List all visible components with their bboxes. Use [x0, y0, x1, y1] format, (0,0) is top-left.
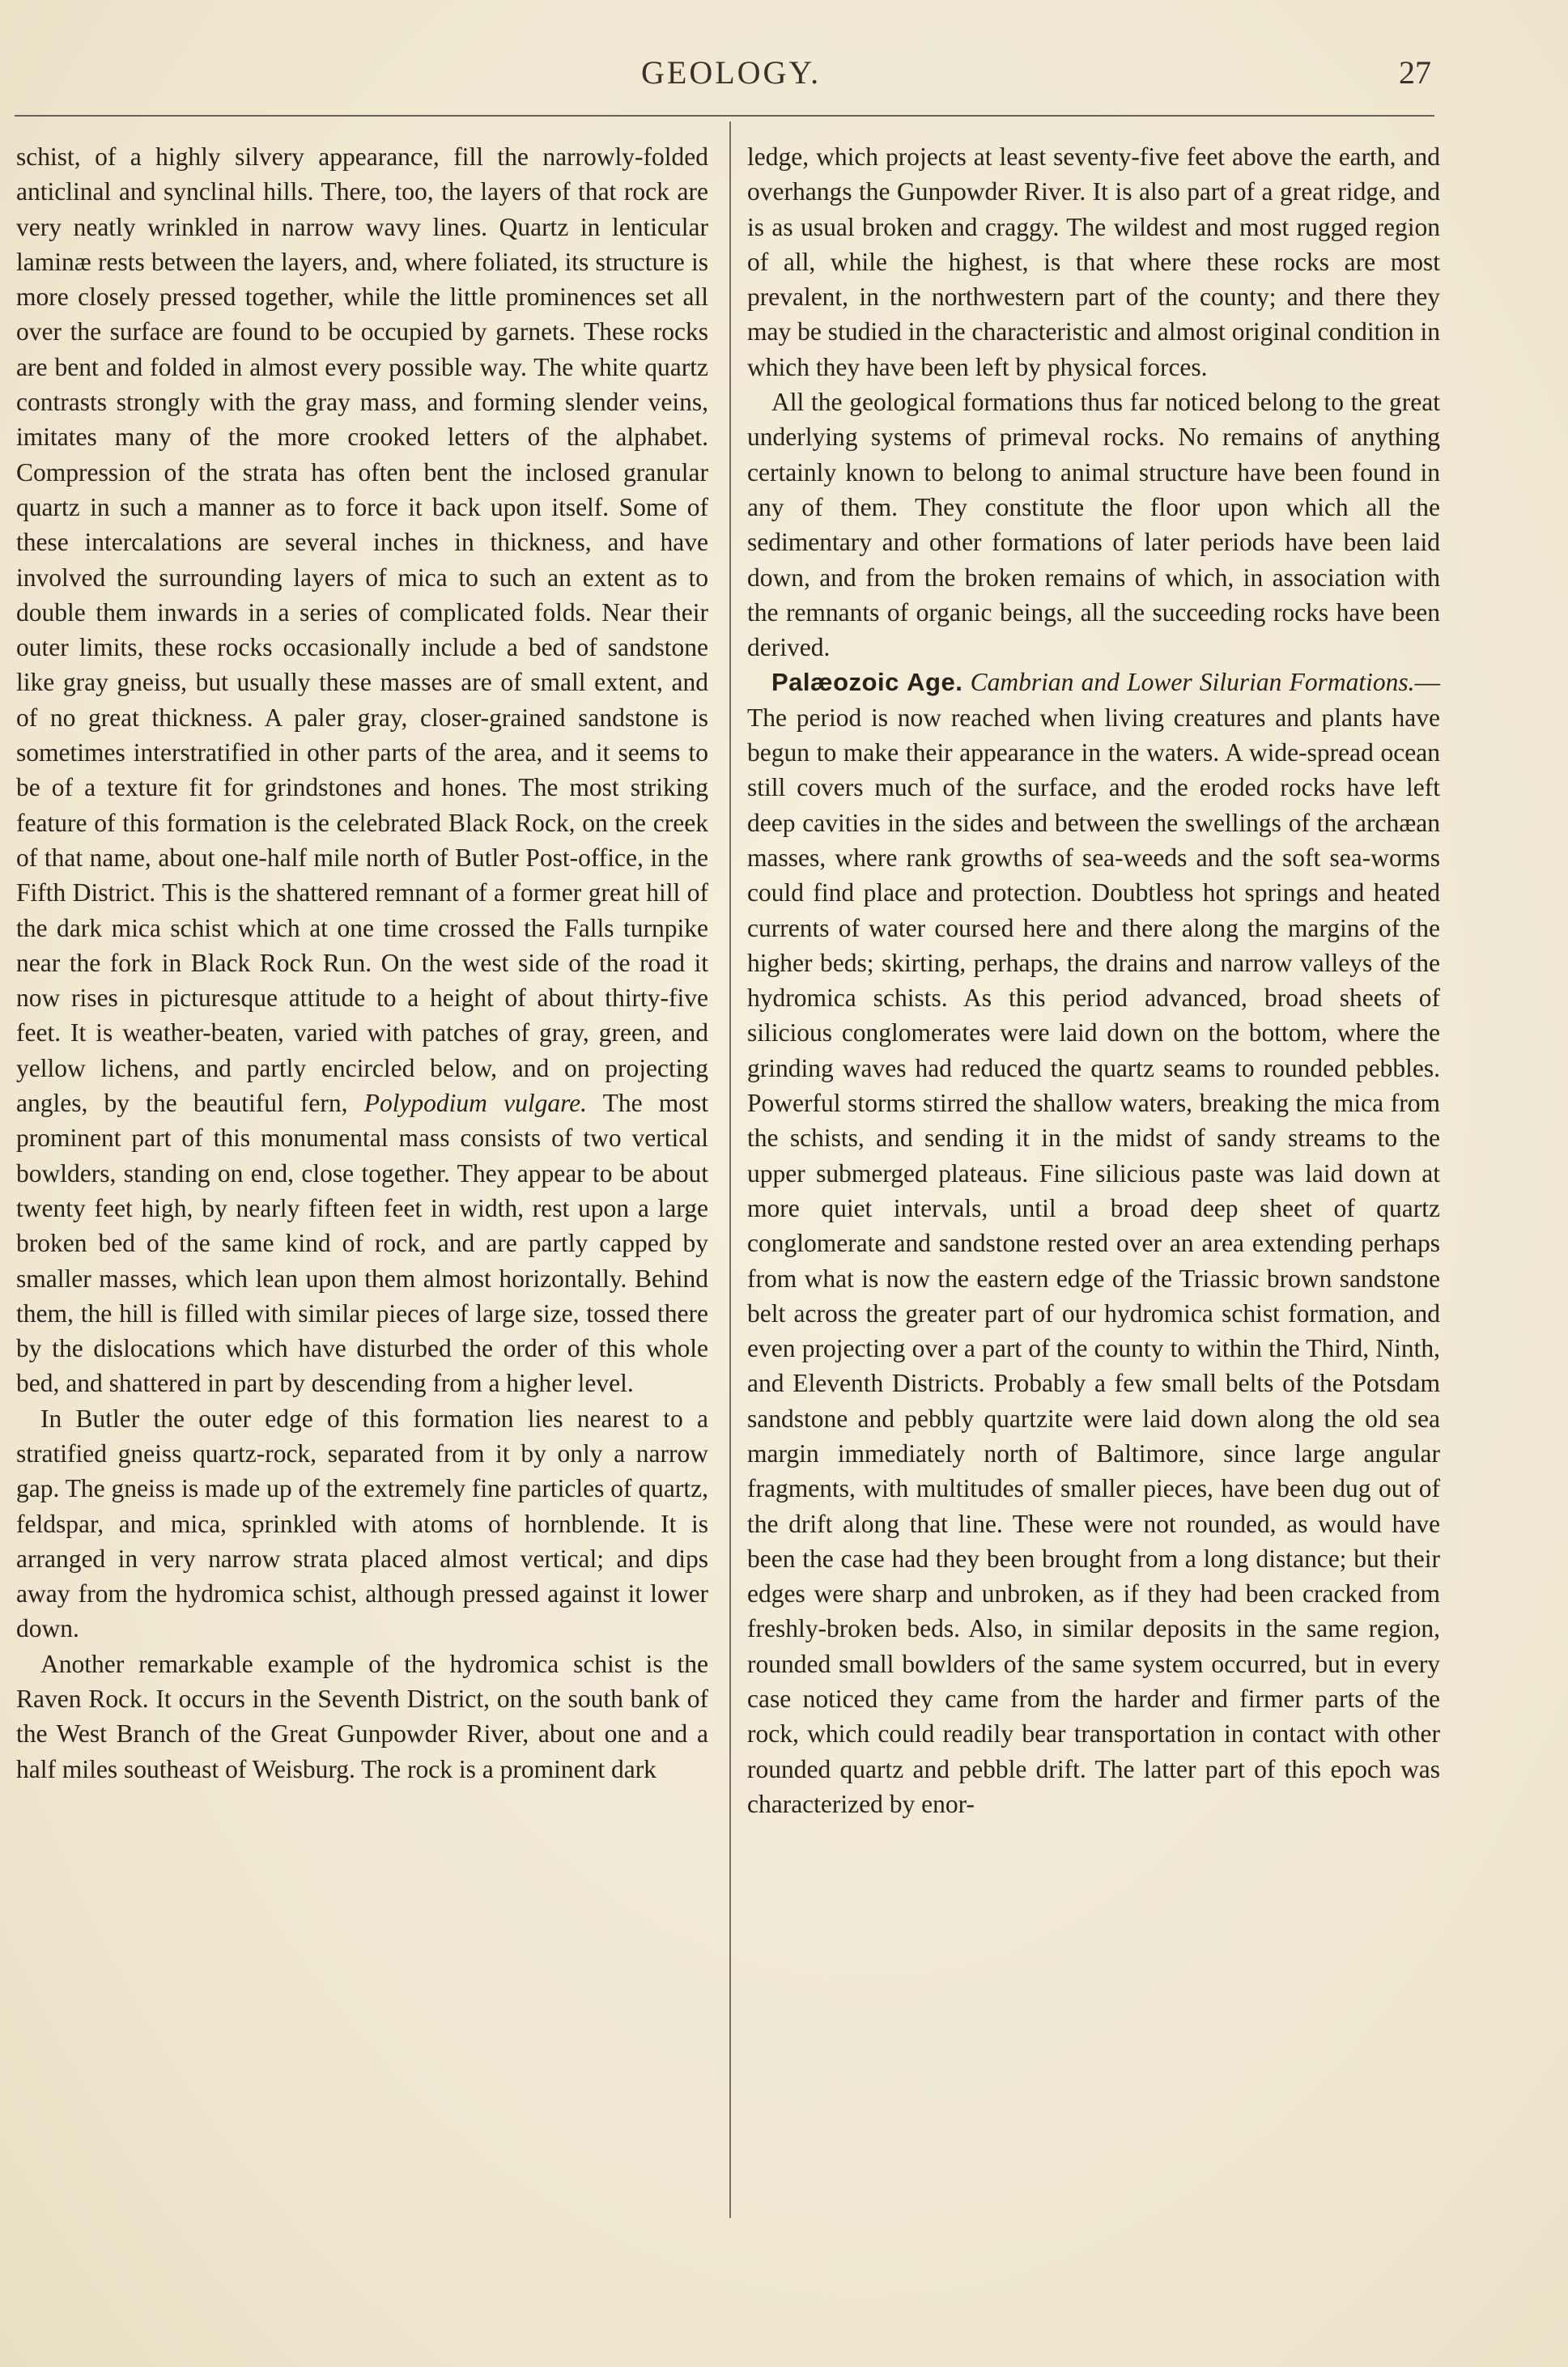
section-heading: Palæozoic Age. — [771, 668, 963, 697]
right-paragraph-1: ledge, which projects at least seventy-five feet above the earth, and overhangs the Gunpowder River. It is also part of a great ridge, and is as usual broken and craggy. The wildest and most rugged region of all, while the highest, is that where these rocks are most prevalent, in the northwestern part of the county; and there they may be studied in the characteristic and almost original condition in which they have been left by physical forces. — [747, 142, 1440, 381]
left-column — [16, 139, 708, 1787]
header-rule — [15, 115, 1434, 117]
running-head — [0, 53, 1568, 102]
right-paragraph-3: Palæozoic Age. Cambrian and Lower Silurian Formations.—The period is now reached when living creatures and plants have begun to make their appearance in the waters. A wide-spread ocean still covers much of the surface, and the eroded rocks have left deep cavities in the sides and between the swellings of the archæan masses, where rank growths of sea-weeds and the soft sea-worms could find place and protection. Doubtless hot springs and heated currents of water coursed here and there along the margins of the higher beds; skirting, perhaps, the drains and narrow valleys of the hydromica schists. As this period advanced, broad sheets of silicious conglomerates were laid down on the bottom, where the grinding waves had reduced the quartz seams to rounded pebbles. Powerful storms stirred the shallow waters, breaking the mica from the schists, and sending it in the midst of sandy streams to the upper submerged plateaus. Fine silicious paste was laid down at more quiet intervals, until a broad deep sheet of quartz conglomerate and sandstone rested over an area extending perhaps from what is now the eastern edge of the Triassic brown sandstone belt across the greater part of our hydromica schist formation, and even projecting over a part of the county to within the Third, Ninth, and Eleventh Districts. Probably a few small belts of the Potsdam sandstone and pebbly quartzite were laid down along the old sea margin immediately north of Baltimore, since large angular fragments, with multitudes of smaller pieces, have been dug out of the drift along that line. These were not rounded, as would have been the case had they been brought from a long distance; but their edges were sharp and unbroken, as if they had been cracked from freshly-broken beds. Also, in similar deposits in the same region, rounded small bowlders of the same system occurred, but in every case noticed they came from the harder and firmer parts of the rock, which could readily bear transportation in contact with other rounded quartz and pebble drift. The latter part of this epoch was characterized by enor- — [747, 668, 1441, 1818]
page-number: 27 — [1399, 54, 1431, 91]
right-paragraph-2: All the geological formations thus far noticed belong to the great underlying systems of primeval rocks. No remains of anything certainly known to belong to animal structure have been found in any of them. They constitute the floor upon which all the sedimentary and other formations of later periods have been laid down, and from the broken remains of which, in association with the remnants of organic beings, all the succeeding rocks have been derived. — [747, 388, 1440, 662]
column-divider — [729, 121, 731, 2218]
left-paragraph-3: Another remarkable example of the hydromica schist is the Raven Rock. It occurs in the Seventh District, on the south bank of the West Branch of the Great Gunpowder River, about one and a half miles southeast of Weisburg. The rock is a prominent dark — [16, 1649, 708, 1783]
section-subheading: Cambrian and Lower Silurian Formations. — [970, 668, 1415, 697]
left-paragraph-2: In Butler the outer edge of this formation lies nearest to a stratified gneiss quartz-rock, separated from it by only a narrow gap. The gneiss is made up of the extremely fine particles of quartz, feldspar, and mica, sprinkled with atoms of hornblende. It is arranged in very narrow strata placed almost vertical; and dips away from the hydromica schist, although pressed against it lower down. — [16, 1404, 708, 1643]
fern-species-name: Polypodium vulgare. — [363, 1089, 588, 1118]
running-title: GEOLOGY. — [641, 54, 822, 91]
left-paragraph-1: schist, of a highly silvery appearance, fill the narrowly-folded anticlinal and synclinal hills. There, too, the layers of that rock are very neatly wrinkled in narrow wavy lines. Quartz in lenticular laminæ rests between the layers, and, where foliated, its structure is more closely pressed together, while the little prominences set all over the surface are found to be occupied by garnets. These rocks are bent and folded in almost every possible way. The white quartz contrasts strongly with the gray mass, and forming slender veins, imitates many of the more crooked letters of the alphabet. Compression of the strata has often bent the inclosed granular quartz in such a manner as to force it back upon itself. Some of these intercalations are several inches in thickness, and have involved the surrounding layers of mica to such an extent as to double them inwards in a series of complicated folds. Near their outer limits, these rocks occasionally include a bed of sandstone like gray gneiss, but usually these masses are of small extent, and of no great thickness. A paler gray, closer-grained sandstone is sometimes interstratified in other parts of the area, and it seems to be of a texture fit for grindstones and hones. The most striking feature of this formation is the celebrated Black Rock, on the creek of that name, about one-half mile north of Butler Post-office, in the Fifth District. This is the shattered remnant of a former great hill of the dark mica schist which at one time crossed the Falls turnpike near the fork in Black Rock Run. On the west side of the road it now rises in picturesque attitude to a height of about thirty-five feet. It is weather-beaten, varied with patches of gray, green, and yellow lichens, and partly encircled below, and on projecting angles, by the beautiful fern, Polypodium vulgare. The most prominent part of this monumental mass consists of two vertical bowlders, standing on end, close together. They appear to be about twenty feet high, by nearly fifteen feet in width, rest upon a large broken bed of the same kind of rock, and are partly capped by smaller masses, which lean upon them almost horizontally. Behind them, the hill is filled with similar pieces of large size, tossed there by the dislocations which have disturbed the order of this whole bed, and shattered in part by descending from a higher level. — [16, 142, 709, 1398]
right-column — [747, 139, 1440, 1821]
